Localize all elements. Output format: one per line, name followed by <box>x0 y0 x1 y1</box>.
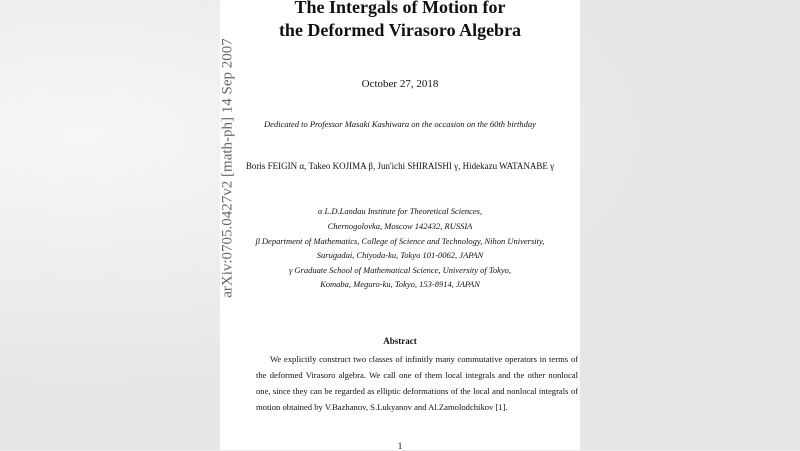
affiliation-line: α L.D.Landau Institute for Theoretical Sciences, <box>317 206 483 216</box>
title-line-2: the Deformed Virasoro Algebra <box>278 20 522 40</box>
affiliation-line: γ Graduate School of Mathematical Science, University of Tokyo, <box>288 265 512 275</box>
affiliation-line: Komaba, Meguro-ku, Tokyo, 153-8914, JAPAN <box>320 279 480 289</box>
affiliation-line: β Department of Mathematics, College of Science and Technology, Nihon University, <box>255 236 545 246</box>
dedication: Dedicated to Professor Masaki Kashiwara on the occasion on the 60th birthday <box>264 119 536 129</box>
abstract-text: We explicitly construct two classes of infinitly many commutative operators in terms of the deformed Virasoro algebra. We call one of them local integrals and the other nonlocal one, since they can be regarded as elliptic deformations of the local and nonlocal integrals of motion obtained by V.Bazhanov, S.Lukyanov and Al.Zamolodchikov [1]. <box>256 354 578 412</box>
abstract-heading: Abstract <box>383 336 417 346</box>
authors: Boris FEIGIN α, Takeo KOJIMA β, Jun'ichi SHIRAISHI γ, Hidekazu WATANABE γ <box>245 161 555 171</box>
date: October 27, 2018 <box>361 78 439 90</box>
arxiv-stamp: arXiv:0705.0427v2 [math-ph] 14 Sep 2007 <box>219 38 236 298</box>
affiliation-line: Surugadai, Chiyoda-ku, Tokyo 101-0062, JAPAN <box>316 250 484 260</box>
page-number: 1 <box>397 441 403 451</box>
affiliation-line: Chernogolovka, Moscow 142432, RUSSIA <box>327 221 473 231</box>
title-line-1: The Intergals of Motion for <box>294 0 506 17</box>
paper-page <box>220 0 580 450</box>
